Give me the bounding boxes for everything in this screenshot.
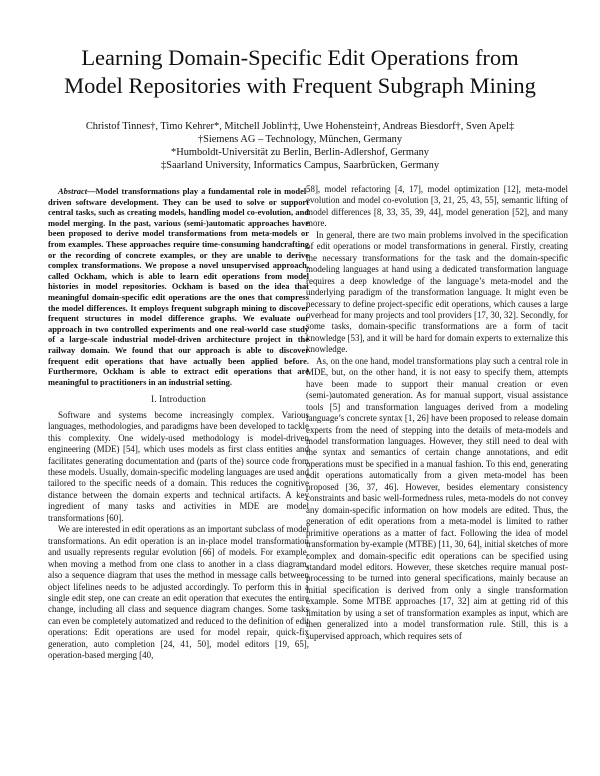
abstract-label: Abstract bbox=[58, 186, 88, 196]
abstract-text: —Model transformations play a fundamental role in model-driven software development. They can be used to solve or support central tasks, such as creating models, handling model co-evolution, and model merging. In the past, various (semi-)automatic approaches have been proposed to derive model transformations from meta-models or from examples. These approaches require time-consuming handcrafting or the recording of concrete examples, or they are unable to derive complex transformations. We propose a novel unsupervised approach, called Ockham, which is able to learn edit operations from model histories in model repositories. Ockham is based on the idea that meaningful domain-specific edit operations are the ones that compress the model differences. It employs frequent subgraph mining to discover frequent structures in model difference graphs. We evaluate our approach in two controlled experiments and one real-world case study of a large-scale industrial model-driven architecture project in the railway domain. We found that our approach is able to discover frequent edit operations that have actually been applied before. Furthermore, Ockham is able to extract edit operations that are meaningful to practitioners in an industrial setting. bbox=[48, 186, 309, 387]
affiliation-saarland: ‡Saarland University, Informatics Campus, Saarbrücken, Germany bbox=[160, 160, 440, 171]
author-names: Christof Tinnes†, Timo Kehrer*, Mitchell Joblin†‡, Uwe Hohenstein†, Andreas Biesdorf†, Sven Apel‡ bbox=[85, 121, 515, 132]
abstract bbox=[48, 186, 309, 387]
intro-paragraph-2: We are interested in edit operations as an important subclass of model transformations. An edit operation is an in-place model transformation and usually represents regular evolution [66] of models. For example, when moving a method from one class to another in a class diagram, also a sequence diagram that uses the method in message calls between object lifelines needs to be adjusted accordingly. To perform this in a single edit step, one can create an edit operation that executes the entire change, including all class and sequence diagram changes. Some tasks can even be completely automatized and reduced to the definition of edit operations: Edit operations are used for model repair, quick-fix generation, auto completion [24, 41, 50], model editors [19, 65], operation-based merging [40, bbox=[48, 524, 309, 661]
intro-paragraph-4: In general, there are two main problems involved in the specification of edit operations or model transformations in general. Firstly, creating the necessary transformations for the task and the domain-specific modeling languages at hand using a dedicated transformation language requires a deep knowledge of the language’s meta-model and the underlying paradigm of the transformation language. It might even be necessary to define project-specific edit operations, which causes a large overhead for many projects and tool providers [17, 30, 32]. Secondly, for some tasks, domain-specific transformations are a form of tacit knowledge [53], and it will be hard for domain experts to externalize this knowledge. bbox=[306, 229, 568, 355]
intro-paragraph-3: 58], model refactoring [4, 17], model optimization [12], meta-model evolution and model co-evolution [3, 21, 25, 43, 55], semantic lifting of model differences [8, 33, 35, 39, 44], model generation [52], and many more. bbox=[306, 184, 568, 229]
affiliation-humboldt: *Humboldt-Universität zu Berlin, Berlin-Adlershof, Germany bbox=[171, 147, 429, 158]
paper-title bbox=[40, 44, 560, 100]
left-column bbox=[48, 186, 309, 662]
affiliation-siemens: †Siemens AG – Technology, München, Germany bbox=[197, 134, 403, 145]
intro-paragraph-1: Software and systems become increasingly complex. Various languages, methodologies, and paradigms have been developed to tackle this complexity. One widely-used methodology is model-driven engineering (MDE) [54], which uses models as first class entities and facilitates generating documentation and (parts of the) source code from these models. Usually, domain-specific modeling languages are used and tailored to the specific needs of a domain. This reduces the cognitive distance between the domain experts and technical artifacts. A key ingredient of many tasks and activities in MDE are model transformations [60]. bbox=[48, 409, 310, 523]
title-line-1: Learning Domain-Specific Edit Operations from bbox=[81, 45, 519, 70]
right-column bbox=[306, 184, 568, 642]
author-block bbox=[40, 120, 560, 172]
section-heading-introduction: I. Introduction bbox=[151, 394, 206, 405]
title-line-2: Model Repositories with Frequent Subgraph Mining bbox=[64, 73, 536, 98]
intro-paragraph-5: As, on the one hand, model transformations play such a central role in MDE, but, on the other hand, it is not easy to specify them, attempts have been made to support their manual creation or even (semi-)automated generation. As for manual support, visual assistance tools [5] and transformation languages derived from a modeling language’s concrete syntax [1, 26] have been proposed to release domain experts from the need of stepping into the details of meta-models and model transformation languages. However, they still need to deal with the syntax and semantics of certain change annotations, and edit operations must be specified in a manual fashion. To this end, generating edit operations automatically from a given meta-model has been proposed [36, 37, 46]. However, besides elementary consistency constraints and basic well-formedness rules, meta-models do not convey any domain-specific information on how models are edited. Thus, the generation of edit operations from a meta-model is limited to rather primitive operations as a matter of fact. Following the idea of model transformation by-example (MTBE) [11, 30, 64], initial sketches of more complex and domain-specific edit operations can be specified using standard model editors. However, these sketches require manual post-processing to be turned into general specifications, mainly because an initial specification is derived from only a single transformation example. Some MTBE approaches [17, 32] aim at getting rid of this limitation by using a set of transformation examples as input, which are then generalized into a model transformation rule. Still, this is a supervised approach, which requires sets of bbox=[306, 355, 568, 641]
